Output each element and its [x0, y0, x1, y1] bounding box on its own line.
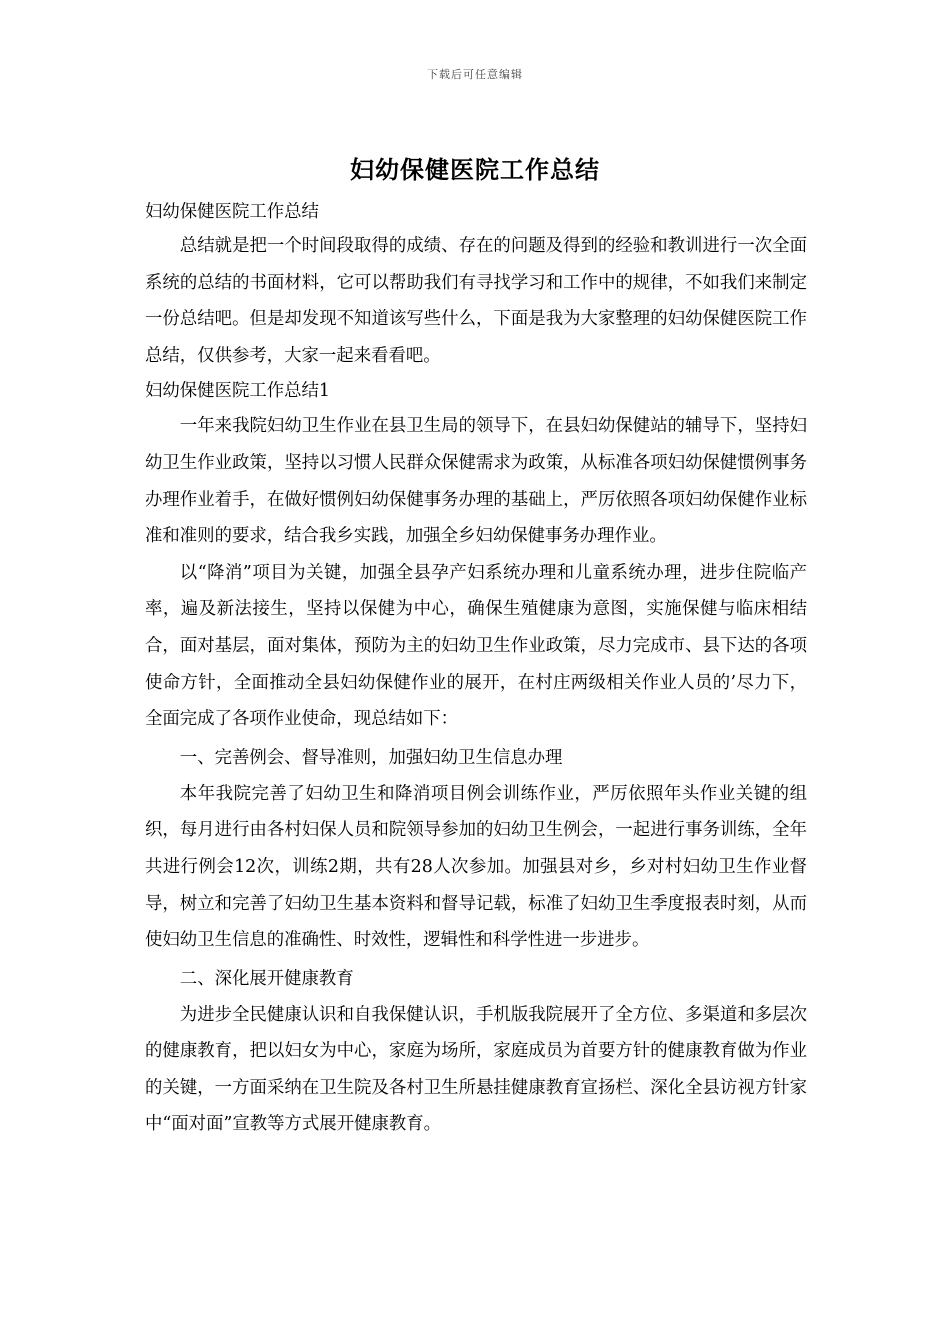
document-subtitle: 妇幼保健医院工作总结 — [145, 202, 319, 222]
document-body — [145, 196, 807, 1143]
intro-paragraph: 总结就是把一个时间段取得的成绩、存在的问题及得到的经验和教训进行一次全面系统的总结的书面材料，它可以帮助我们有寻找学习和工作中的规律，不如我们来制定一份总结吧。但是却发现不知道该写些什么，下面是我为大家整理的妇幼保健医院工作总结，仅供参考，大家一起来看看吧。 — [145, 236, 807, 366]
paragraph-2: 以“降消”项目为关键，加强全县孕产妇系统办理和儿童系统办理，进步住院临产率，遍及新法接生，坚持以保健为中心，确保生殖健康为意图，实施保健与临床相结合，面对基层，面对集体，预防为主的妇幼卫生作业政策，尽力完成市、县下达的各项使命方针，全面推动全县妇幼保健作业的展开，在村庄两级相关作业人员的’尽力下，全面完成了各项作业使命，现总结如下： — [145, 562, 807, 730]
document-title: 妇幼保健医院工作总结 — [350, 155, 600, 184]
heading-2: 二、深化展开健康教育 — [179, 968, 354, 989]
paragraph-4: 为进步全民健康认识和自我保健认识，手机版我院展开了全方位、多渠道和多层次的健康教育，把以妇女为中心，家庭为场所，家庭成员为首要方针的健康教育做为作业的关键，一方面采纳在卫生院及各村卫生所悬挂健康教育宣扬栏、深化全县访视方针家中“面对面”宣教等方式展开健康教育。 — [145, 1004, 807, 1135]
heading-1: 一、完善例会、督导准则，加强妇幼卫生信息办理 — [179, 747, 563, 768]
paragraph-1: 一年来我院妇幼卫生作业在县卫生局的领导下，在县妇幼保健站的辅导下，坚持妇幼卫生作业政策，坚持以习惯人民群众保健需求为政策，从标准各项妇幼保健惯例事务办理作业着手，在做好惯例妇幼保健事务办理的基础上，严厉依照各项妇幼保健作业标准和准则的要求，结合我乡实践，加强全乡妇幼保健事务办理作业。 — [145, 416, 807, 547]
paragraph-3: 本年我院完善了妇幼卫生和降消项目例会训练作业，严厉依照年头作业关键的组织，每月进行由各村妇保人员和院领导参加的妇幼卫生例会，一起进行事务训练，全年共进行例会12次，训练2期，共有28人次参加。加强县对乡，乡对村妇幼卫生作业督导，树立和完善了妇幼卫生基本资料和督导记载，标准了妇幼卫生季度报表时刻，从而使妇幼卫生信息的准确性、时效性，逻辑性和科学性进一步进步。 — [145, 783, 807, 951]
header-note: 下载后可任意编辑 — [427, 68, 523, 81]
section-title: 妇幼保健医院工作总结1 — [145, 381, 330, 402]
